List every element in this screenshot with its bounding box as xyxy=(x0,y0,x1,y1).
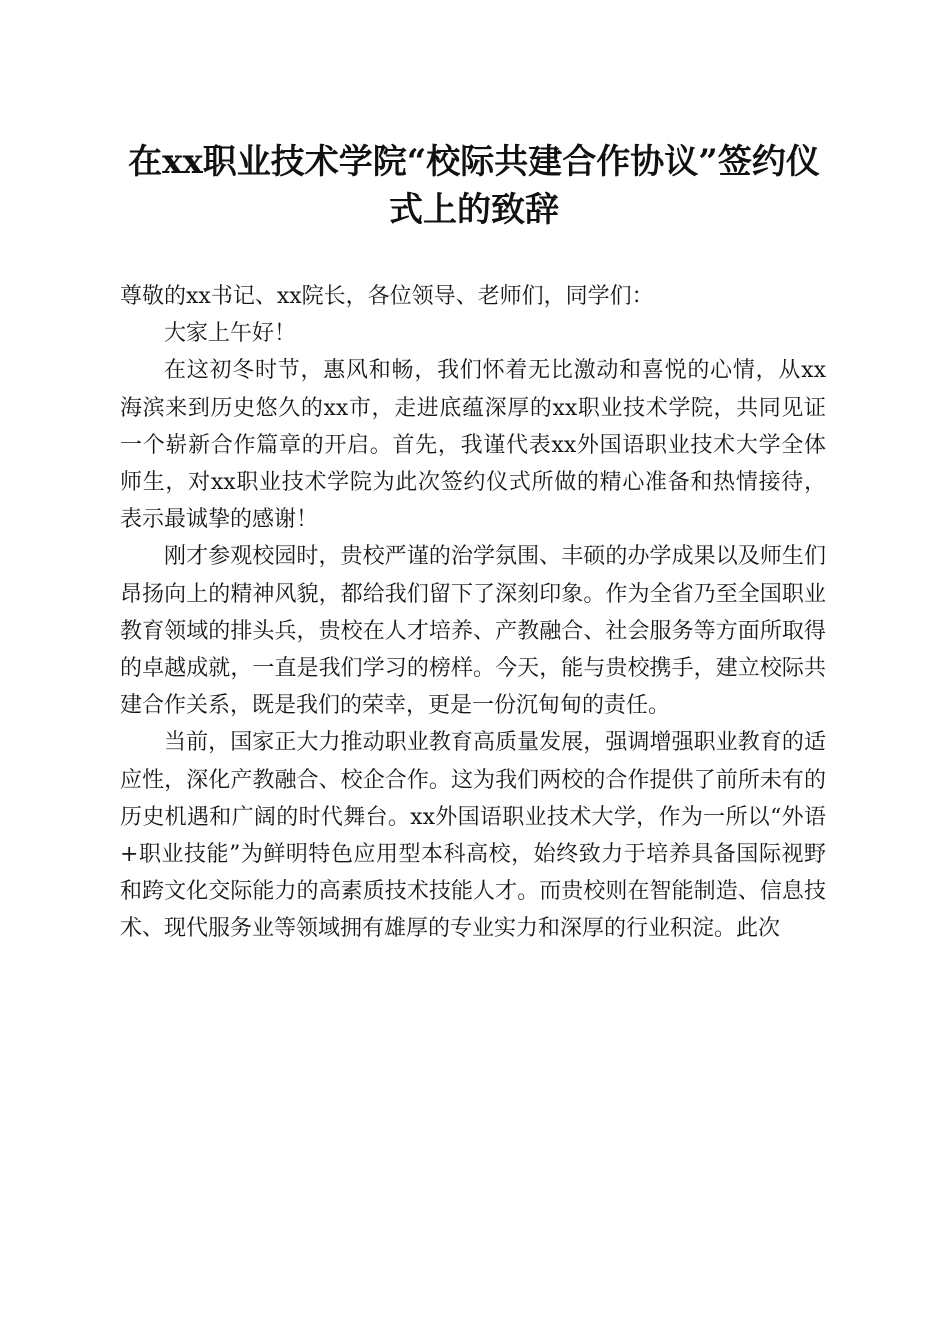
salutation: 尊敬的xx书记、xx院长，各位领导、老师们，同学们： xyxy=(120,284,654,309)
paragraph-opportunity: 当前，国家正大力推动职业教育高质量发展，强调增强职业教育的适应性，深化产教融合、校企合作。这为我们两校的合作提供了前所未有的历史机遇和广阔的时代舞台。xx外国语职业技术大学，作为一所以“外语+职业技能”为鲜明特色应用型本科高校，始终致力于培养具备国际视野和跨文化交际能力的高素质技术技能人才。而贵校则在智能制造、信息技术、现代服务业等领域拥有雄厚的专业实力和深厚的行业积淀。此次 xyxy=(120,730,826,942)
paragraph-greeting: 大家上午好！ xyxy=(164,321,297,347)
document-body xyxy=(120,278,826,948)
document-title: 在xx职业技术学院“校际共建合作协议”签约仪式上的致辞 xyxy=(128,142,820,230)
paragraph-campus-visit: 刚才参观校园时，贵校严谨的治学氛围、丰硕的办学成果以及师生们昂扬向上的精神风貌，都给我们留下了深刻印象。作为全省乃至全国职业教育领域的排头兵，贵校在人才培养、产教融合、社会服务等方面所取得的卓越成就，一直是我们学习的榜样。今天，能与贵校携手，建立校际共建合作关系，既是我们的荣幸，更是一份沉甸甸的责任。 xyxy=(120,544,826,719)
paragraph-opening: 在这初冬时节，惠风和畅，我们怀着无比激动和喜悦的心情，从xx海滨来到历史悠久的xx市，走进底蕴深厚的xx职业技术学院，共同见证一个崭新合作篇章的开启。首先，我谨代表xx外国语职业技术大学全体师生，对xx职业技术学院为此次签约仪式所做的精心准备和热情接待，表示最诚挚的感谢！ xyxy=(120,358,826,533)
